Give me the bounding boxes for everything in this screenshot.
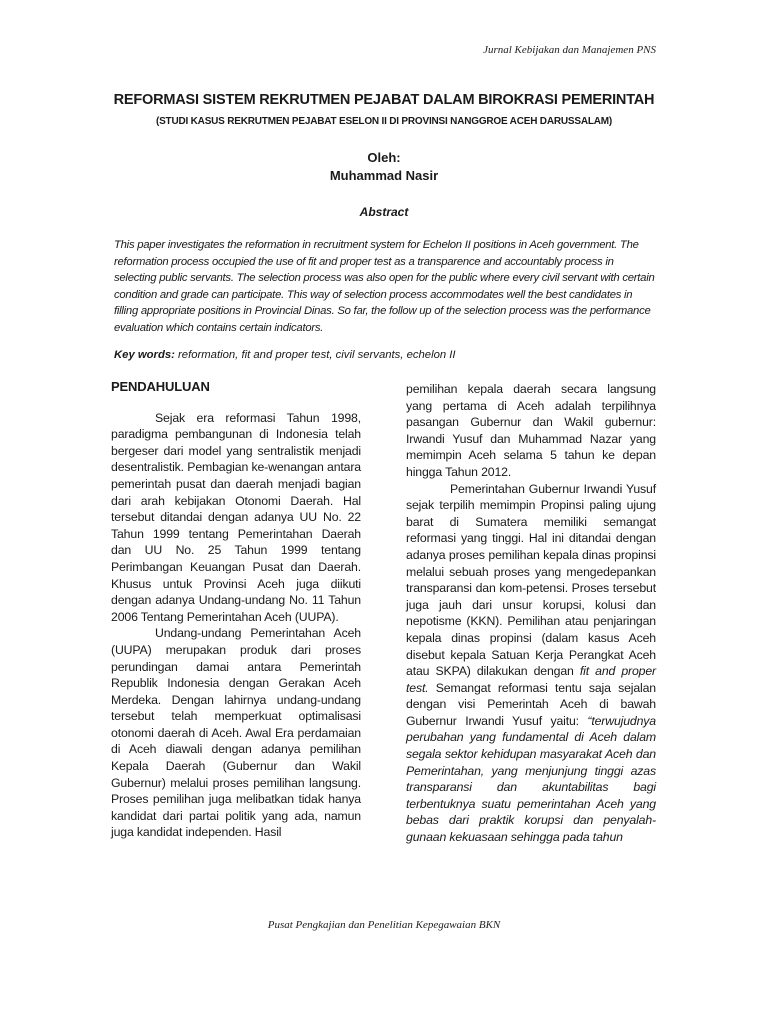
vision-quote: “terwujudnya perubahan yang fundamental di Aceh dalam segala sektor kehidupan masyarakat Aceh dan Pemerintahan, yang menjunjung tinggi azas transparansi dan akuntabilitas bagi terbentuknya suatu pemerintahan Aceh yang bebas dari praktik korupsi dan penyalah-gunaan kekuasaan sehingga pada tahun (406, 713, 656, 845)
paper-subtitle: (STUDI KASUS REKRUTMEN PEJABAT ESELON II DI PROVINSI NANGGROE ACEH DARUSSALAM) (155, 116, 613, 127)
keywords-label: Key words: (114, 349, 175, 361)
body-paragraph: pemilihan kepala daerah secara langsung yang pertama di Aceh adalah terpilihnya pasangan Gubernur dan Wakil gubernur: Irwandi Yusuf dan Muhammad Nazar yang memimpin Aceh selama 5 tahun ke depan hingga Tahun 2012. (406, 382, 656, 479)
section-heading: PENDAHULUAN (111, 379, 210, 394)
journal-header: Jurnal Kebijakan dan Manajemen PNS (483, 44, 656, 56)
right-column (406, 381, 656, 846)
fit-proper-test-term: fit and proper test. (406, 664, 656, 695)
body-paragraph (406, 481, 656, 846)
keywords (114, 349, 656, 361)
page-footer: Pusat Pengkajian dan Penelitian Kepegawaian BKN (267, 919, 501, 931)
keywords-text: reformation, fit and proper test, civil servants, echelon II (174, 349, 456, 361)
body-paragraph: Undang-undang Pemerintahan Aceh (UUPA) merupakan produk dari proses perundingan damai antara Pemerintah Republik Indonesia dengan Gerakan Aceh Merdeka. Dengan lahirnya undang-undang tersebut telah memperkuat optimalisasi otonomi daerah di Aceh. Awal Era perdamaian di Aceh diawali dengan adanya pemilihan Kepala Daerah (Gubernur dan Wakil Gubernur) melalui proses pemilihan langsung. Proses pemilihan juga melibatkan tidak hanya kandidat dari partai politik yang ada, namun juga kandidat independen. Hasil (111, 626, 361, 840)
abstract-text: This paper investigates the reformation in recruitment system for Echelon II positions in Aceh government. The reformation process occupied the use of fit and proper test as a transparence and accountably process in selecting public servants. The selection process was also open for the public where every civil servant with certain condition and grade can participate. This way of selection process accommodates well the best candidates in filling appropriate positions in Provincial Dinas. So far, the follow up of the selection process was the performance evaluation which contains certain indicators. (114, 239, 655, 334)
author-name: Muhammad Nasir (329, 168, 439, 183)
paper-title: REFORMASI SISTEM REKRUTMEN PEJABAT DALAM BIROKRASI PEMERINTAH (113, 92, 655, 108)
paragraph-text: Semangat reformasi tentu saja sejalan dengan visi Pemerintah Aceh di bawah Gubernur Irwandi Yusuf yaitu: (406, 680, 656, 728)
left-column (111, 379, 361, 841)
author-by-label: Oleh: (367, 150, 401, 165)
body-paragraph: Sejak era reformasi Tahun 1998, paradigma pembangunan di Indonesia telah bergeser dari model yang sentralistik menjadi desentralistik. Pembagian ke-wenangan antara pemerintah pusat dan daerah menjadi bagian dari arah kebijakan Otonomi Daerah. Hal tersebut ditandai dengan adanya UU No. 22 Tahun 1999 tentang Pemerintahan Daerah dan UU No. 25 Tahun 1999 tentang Perimbangan Keuangan Pusat dan Daerah. Khusus untuk Provinsi Aceh juga diikuti dengan adanya Undang-undang No. 11 Tahun 2006 Tentang Pemerintahan Aceh (UUPA). (111, 410, 361, 624)
abstract-heading: Abstract (359, 205, 409, 219)
paragraph-text: Pemerintahan Gubernur Irwandi Yusuf sejak terpilih memimpin Propinsi paling ujung barat di Sumatera memiliki semangat reformasi yang tinggi. Hal ini ditandai dengan adanya proses pemilihan kepala dinas propinsi melalui sebuah proses yang mengedepankan transparansi dan kom-petensi. Proses tersebut juga jauh dari unsur korupsi, kolusi dan nepotisme (KKN). Pemilihan atau penjaringan kepala dinas propinsi (dalam kasus Aceh disebut kepala Satuan Kerja Perangkat Aceh atau SKPA) dilakukan dengan (406, 481, 656, 679)
